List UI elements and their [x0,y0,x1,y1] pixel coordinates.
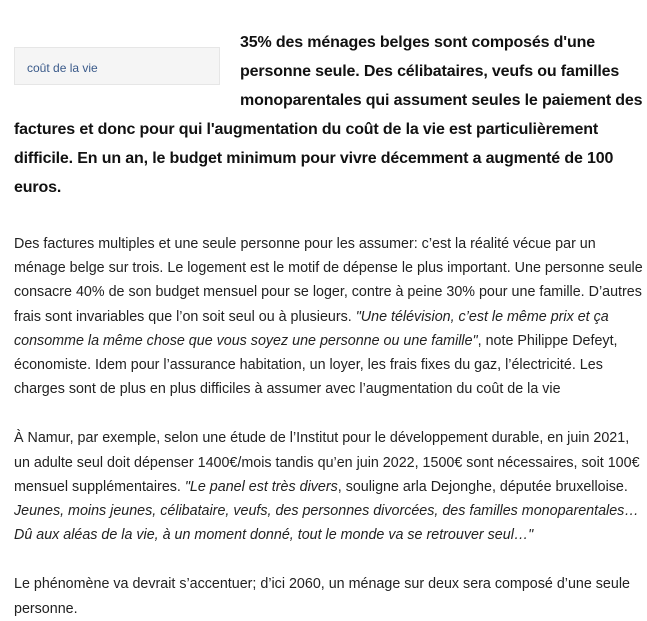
paragraph-2-quote-a: "Le panel est très divers [184,478,338,495]
body-paragraph-3: Le phénomène va devrait s’accentuer; d’ici 2060, un ménage sur deux sera composé d’une seule personne. [14,576,630,617]
paragraph-1-text-a: Des factures multiples et une seule personne pour les assumer: c’est la réalité vécue par un ménage belge sur trois. Le logement est le motif de dépense le plus important. Une personne seule consacre 40% de son budget mensuel pour se loger, contre à peine 30% pour une famille. D’autres frais sont invariables que l’on soit seul ou à plusieurs. [14,236,643,325]
article-lead: 35% des ménages belges sont composés d'une personne seule. Des célibataires, veufs ou familles monoparentales qui assument seules le paiement des factures et donc pour qui l'augmentation du coût de la vie est particulièrement difficile. En un an, le budget minimum pour vivre décemment a augmenté de 100 euros. [14,34,643,196]
paragraph-2-text-a: À Namur, par exemple, selon une étude de l’Institut pour le développement durable, en juin 2021, un adulte seul doit dépenser 1400€/mois tandis qu’en juin 2022, 1500€ sont nécessaires, soit 100€ mensuel supplémentaires. [14,430,640,495]
paragraph-2-text-b: , souligne arla Dejonghe, députée bruxelloise. [337,478,628,495]
body-paragraph-2 [14,426,644,547]
paragraph-1-text-b: , note Philippe Defeyt, économiste. Idem pour l’assurance habitation, un loyer, les frais fixes du gaz, l’électricité. Les charges sont de plus en plus difficiles à assumer avec l’augmentation du coût de la vie [14,332,618,398]
article [14,28,644,621]
tag-link-cout-de-la-vie[interactable]: coût de la vie [27,61,98,75]
body-paragraph-1 [14,232,644,401]
paragraph-1-quote: "Une télévision, c’est le même prix et ça consomme la même chose que vous soyez une personne ou une famille" [14,308,609,349]
paragraph-2-quote-b: Jeunes, moins jeunes, célibataire, veufs, des personnes divorcées, des familles monoparentales… Dû aux aléas de la vie, à un moment donné, tout le monde va se retrouver seul…" [14,503,639,544]
tag-box [14,47,220,85]
